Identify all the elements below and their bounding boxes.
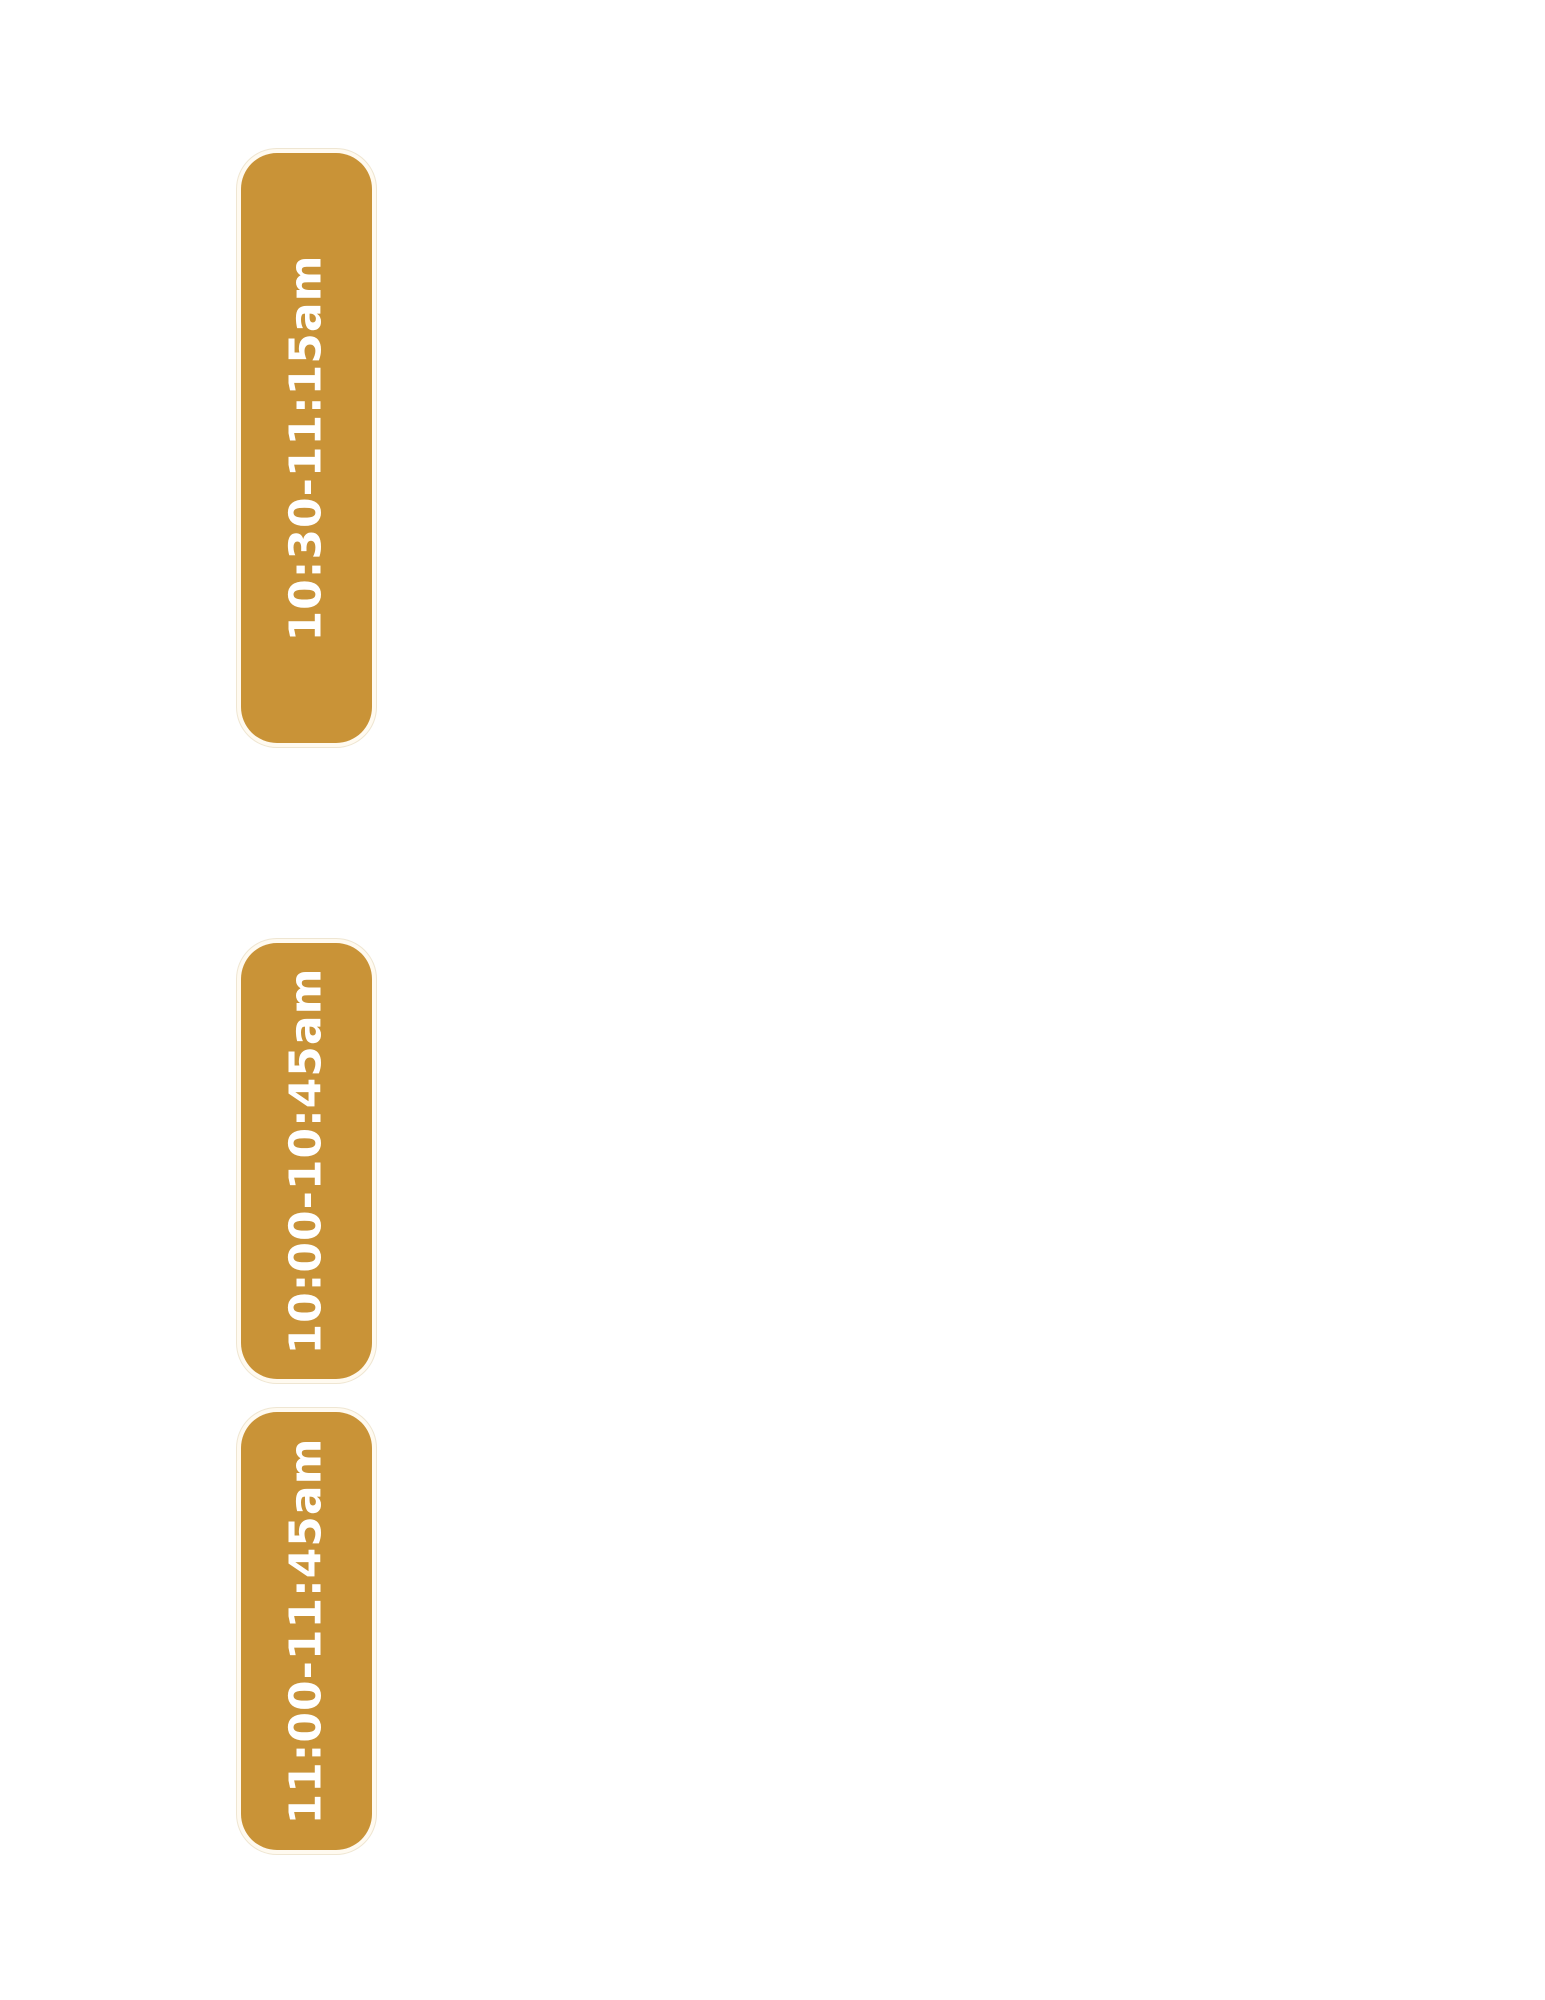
time-slot-tab xyxy=(241,153,372,743)
time-slot-tab xyxy=(241,1412,372,1850)
time-slot-tab xyxy=(241,943,372,1379)
time-slot-label: 10:30-11:15am xyxy=(280,254,332,642)
time-slot-label: 11:00-11:45am xyxy=(280,1437,332,1825)
time-slot-label: 10:00-10:45am xyxy=(280,967,332,1355)
